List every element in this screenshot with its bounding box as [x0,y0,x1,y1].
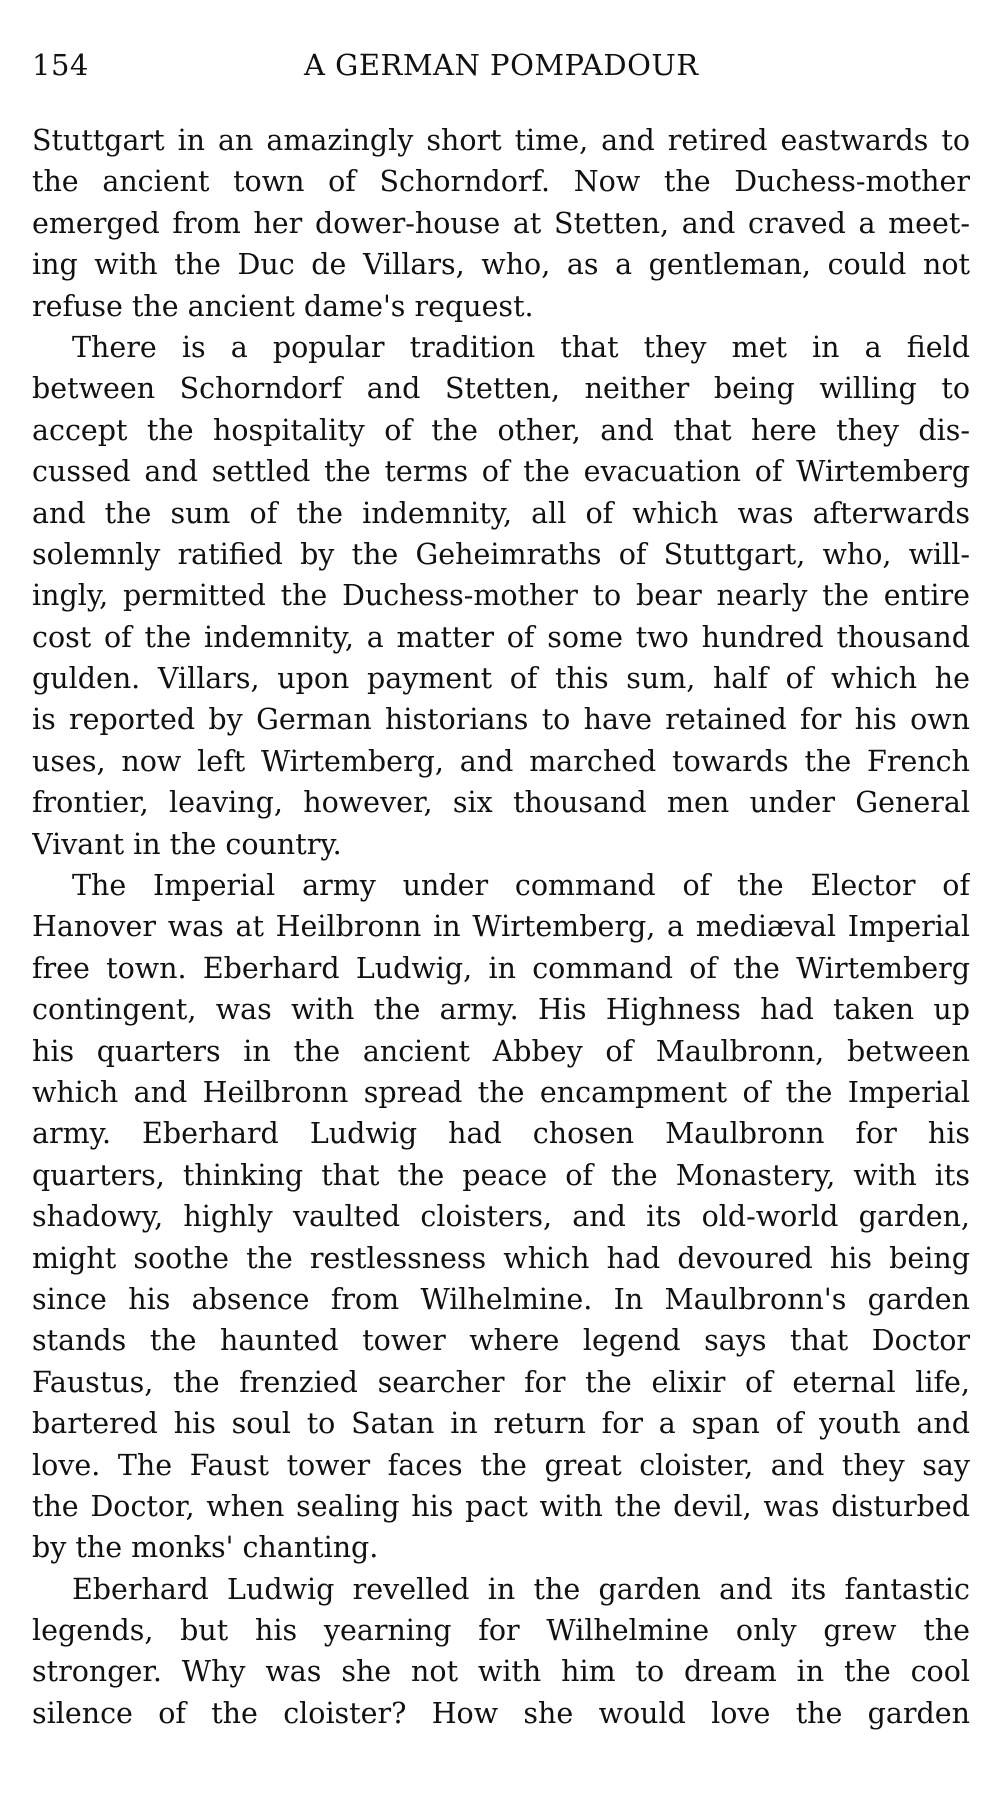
text-line: cussed and settled the terms of the evacuation of Wirtemberg [32,455,970,489]
text-line: refuse the ancient dame's request. [32,289,534,323]
paragraph [32,120,970,327]
text-line: love. The Faust tower faces the great cloister, and they say [32,1448,970,1482]
running-head [32,48,970,98]
text-line: There is a popular tradition that they met in a field [72,330,970,364]
text-line: Hanover was at Heilbronn in Wirtemberg, a mediæval Imperial [32,910,970,944]
text-line: army. Eberhard Ludwig had chosen Maulbronn for his [32,1117,970,1151]
text-line: The Imperial army under command of the Elector of [72,869,970,903]
text-line: since his absence from Wilhelmine. In Maulbronn's garden [32,1282,970,1316]
text-line: Vivant in the country. [32,827,342,861]
text-line: free town. Eberhard Ludwig, in command of the Wirtemberg [32,951,970,985]
paragraph [32,327,970,865]
text-line: shadowy, highly vaulted cloisters, and its old-world garden, [32,1200,970,1234]
text-line: the ancient town of Schorndorf. Now the Duchess-mother [32,165,970,199]
text-line: quarters, thinking that the peace of the Monastery, with its [32,1158,970,1192]
book-title: A GERMAN POMPADOUR [304,48,699,82]
text-line: gulden. Villars, upon payment of this sum, half of which he [32,662,970,696]
text-line: bartered his soul to Satan in return for a span of youth and [32,1407,970,1441]
text-line: silence of the cloister? How she would love the garden [32,1696,970,1730]
text-line: emerged from her dower-house at Stetten, and craved a meet- [32,206,970,240]
text-line: solemnly ratified by the Geheimraths of Stuttgart, who, will- [32,537,970,571]
text-line: his quarters in the ancient Abbey of Maulbronn, between [32,1034,970,1068]
book-page [32,48,970,1734]
text-line: stronger. Why was she not with him to dream in the cool [32,1655,970,1689]
text-line: the Doctor, when sealing his pact with the devil, was disturbed [32,1489,970,1523]
text-line: legends, but his yearning for Wilhelmine only grew the [32,1614,970,1648]
page-number: 154 [32,48,89,82]
body-text [32,120,970,1734]
text-line: is reported by German historians to have retained for his own [32,703,970,737]
text-line: contingent, was with the army. His Highness had taken up [32,993,970,1027]
text-line: might soothe the restlessness which had devoured his being [32,1241,970,1275]
text-line: Faustus, the frenzied searcher for the elixir of eternal life, [32,1365,970,1399]
text-line: Eberhard Ludwig revelled in the garden and its fantastic [72,1572,970,1606]
text-line: ingly, permitted the Duchess-mother to bear nearly the entire [32,579,970,613]
text-line: ing with the Duc de Villars, who, as a gentleman, could not [32,248,970,282]
text-line: and the sum of the indemnity, all of which was afterwards [32,496,970,530]
text-line: frontier, leaving, however, six thousand men under General [32,786,970,820]
text-line: cost of the indemnity, a matter of some two hundred thousand [32,620,970,654]
text-line: which and Heilbronn spread the encampment of the Imperial [32,1075,970,1109]
text-line: Stuttgart in an amazingly short time, and retired eastwards to [32,124,970,157]
text-line: accept the hospitality of the other, and that here they dis- [32,413,970,447]
text-line: between Schorndorf and Stetten, neither being willing to [32,372,970,406]
text-line: by the monks' chanting. [32,1531,379,1565]
text-line: uses, now left Wirtemberg, and marched towards the French [32,744,970,778]
paragraph [32,1569,970,1735]
text-line: stands the haunted tower where legend says that Doctor [32,1324,970,1358]
paragraph [32,865,970,1569]
